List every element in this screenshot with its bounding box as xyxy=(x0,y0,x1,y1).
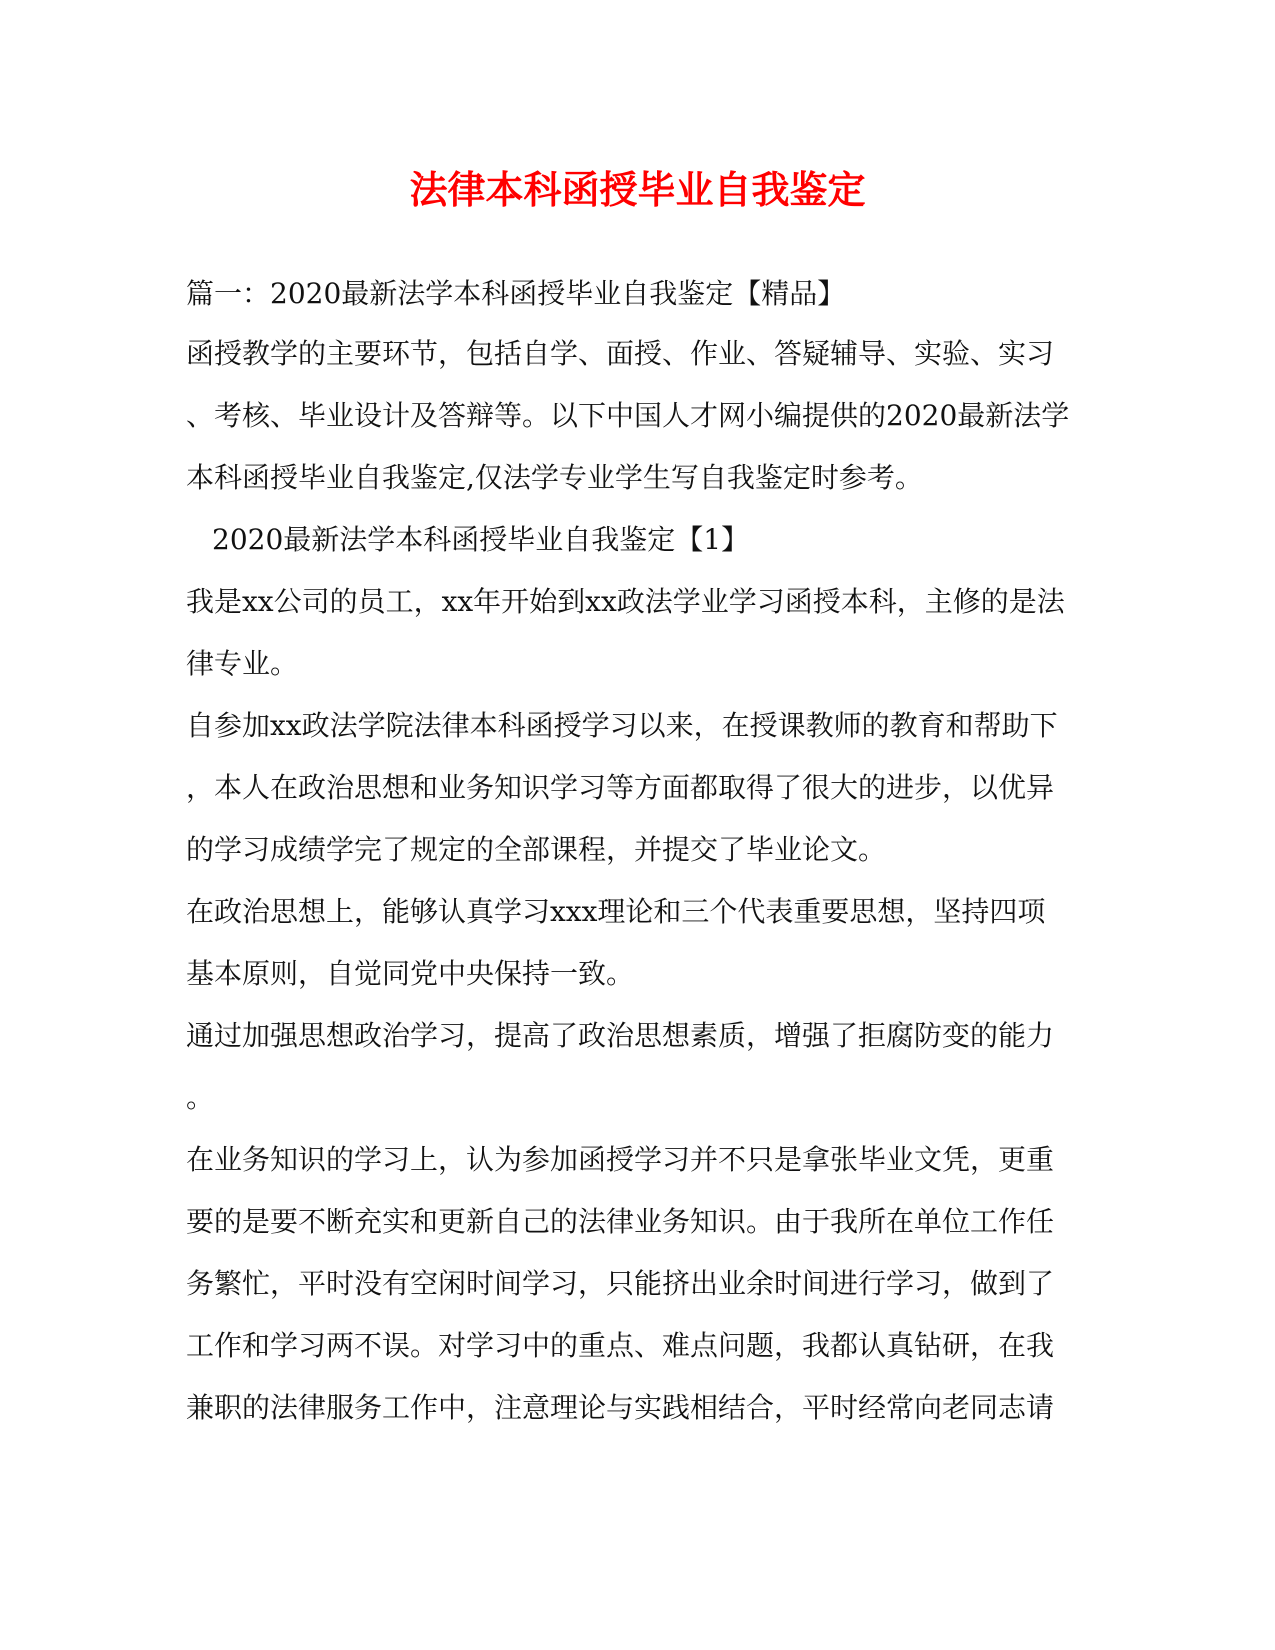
section-heading: 篇一：2020最新法学本科函授毕业自我鉴定【精品】 xyxy=(186,277,846,310)
body-line: 律专业。 xyxy=(186,647,299,680)
document-title: 法律本科函授毕业自我鉴定 xyxy=(409,167,866,212)
body-line: 务繁忙，平时没有空闲时间学习，只能挤出业余时间进行学习，做到了 xyxy=(186,1267,1055,1300)
body-line: ，本人在政治思想和业务知识学习等方面都取得了很大的进步，以优异 xyxy=(186,771,1055,804)
body-line: 兼职的法律服务工作中，注意理论与实践相结合，平时经常向老同志请 xyxy=(186,1391,1055,1424)
body-line: 我是xx公司的员工，xx年开始到xx政法学业学习函授本科，主修的是法 xyxy=(186,585,1065,618)
body-line: 要的是要不断充实和更新自己的法律业务知识。由于我所在单位工作任 xyxy=(186,1205,1055,1238)
body-line: 。 xyxy=(186,1081,215,1114)
body-line: 自参加xx政法学院法律本科函授学习以来，在授课教师的教育和帮助下 xyxy=(186,709,1058,742)
body-line: 通过加强思想政治学习，提高了政治思想素质，增强了拒腐防变的能力 xyxy=(186,1019,1055,1052)
subsection-heading: 2020最新法学本科函授毕业自我鉴定【1】 xyxy=(212,523,750,556)
body-line: 、考核、毕业设计及答辩等。以下中国人才网小编提供的2020最新法学 xyxy=(186,399,1070,432)
body-line: 工作和学习两不误。对学习中的重点、难点问题，我都认真钻研，在我 xyxy=(186,1329,1055,1362)
body-line: 在业务知识的学习上，认为参加函授学习并不只是拿张毕业文凭，更重 xyxy=(186,1143,1055,1176)
body-line: 的学习成绩学完了规定的全部课程，并提交了毕业论文。 xyxy=(186,833,887,866)
body-line: 本科函授毕业自我鉴定,仅法学专业学生写自我鉴定时参考。 xyxy=(186,461,923,494)
body-line: 在政治思想上，能够认真学习xxx理论和三个代表重要思想，坚持四项 xyxy=(186,895,1046,928)
body-line: 函授教学的主要环节，包括自学、面授、作业、答疑辅导、实验、实习 xyxy=(186,337,1055,370)
body-line: 基本原则，自觉同党中央保持一致。 xyxy=(186,957,635,990)
